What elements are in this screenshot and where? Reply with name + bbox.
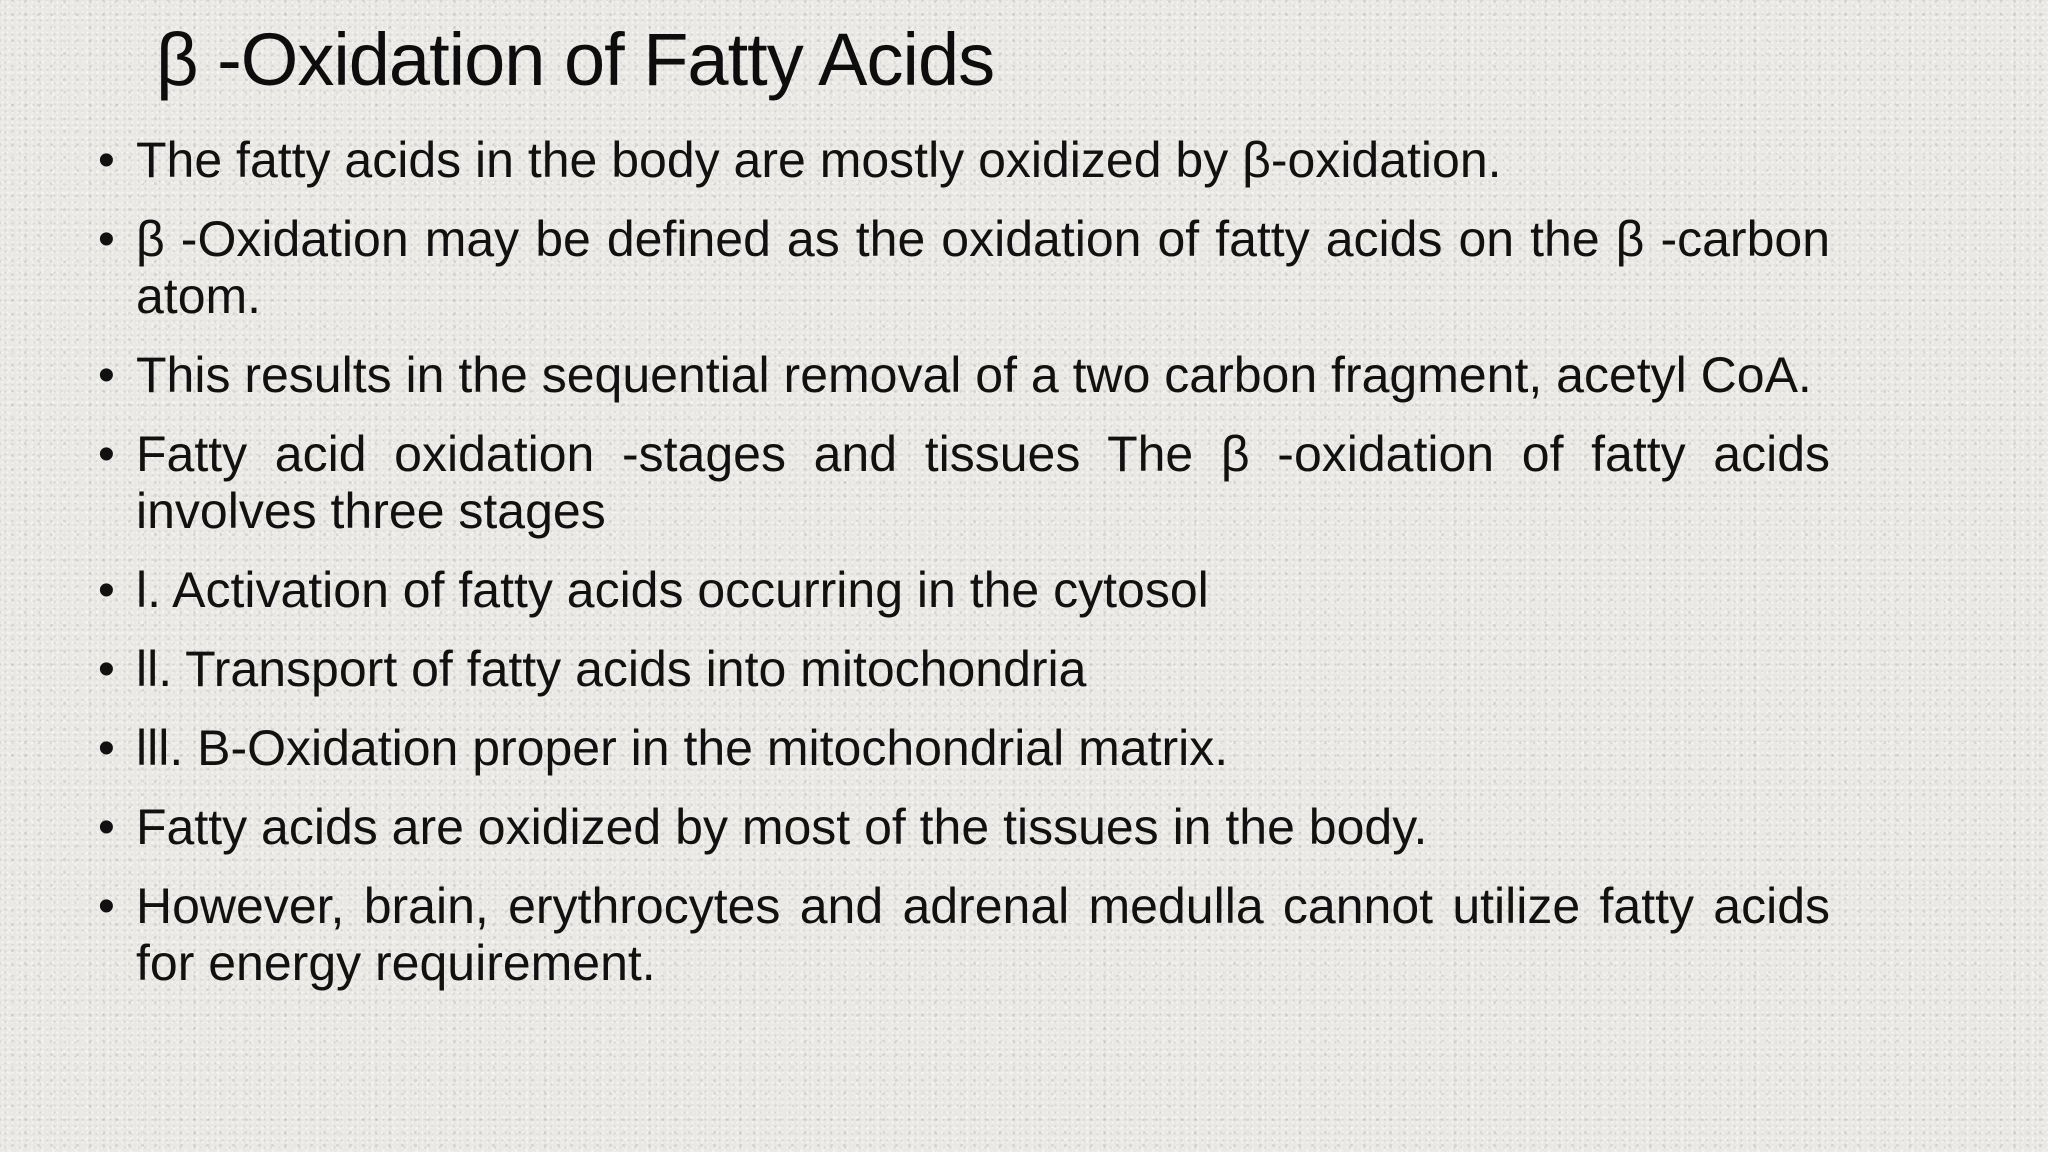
bullet-dot-icon: •	[98, 801, 115, 854]
bullet-item	[98, 878, 1830, 992]
slide-title: β -Oxidation of Fatty Acids	[156, 18, 995, 101]
bullet-text: β -Oxidation may be defined as the oxidation of fatty acids on the β -carbon atom.	[136, 211, 1830, 324]
bullet-item	[98, 720, 1830, 777]
bullet-text: The fatty acids in the body are mostly oxidized by β-oxidation.	[136, 132, 1502, 188]
bullet-text: lll. Β-Oxidation proper in the mitochondrial matrix.	[136, 720, 1229, 776]
bullet-text: Fatty acids are oxidized by most of the tissues in the body.	[136, 799, 1428, 855]
bullet-item	[98, 426, 1830, 540]
bullet-dot-icon: •	[98, 349, 115, 402]
bullet-dot-icon: •	[98, 428, 115, 481]
bullet-dot-icon: •	[98, 643, 115, 696]
bullet-list	[98, 132, 1830, 1014]
bullet-item	[98, 799, 1830, 856]
bullet-item	[98, 211, 1830, 325]
bullet-dot-icon: •	[98, 722, 115, 775]
bullet-text: ll. Transport of fatty acids into mitochondria	[136, 641, 1087, 697]
bullet-item	[98, 562, 1830, 619]
bullet-item	[98, 641, 1830, 698]
bullet-dot-icon: •	[98, 880, 115, 933]
bullet-text: l. Activation of fatty acids occurring in the cytosol	[136, 562, 1209, 618]
bullet-text: Fatty acid oxidation -stages and tissues The β -oxidation of fatty acids involves three stages	[136, 426, 1830, 539]
bullet-item	[98, 347, 1830, 404]
bullet-dot-icon: •	[98, 213, 115, 266]
bullet-text: This results in the sequential removal of a two carbon fragment, acetyl CoA.	[136, 347, 1812, 403]
bullet-dot-icon: •	[98, 564, 115, 617]
bullet-dot-icon: •	[98, 134, 115, 187]
bullet-text: However, brain, erythrocytes and adrenal medulla cannot utilize fatty acids for energy requirement.	[136, 878, 1830, 991]
bullet-item	[98, 132, 1830, 189]
